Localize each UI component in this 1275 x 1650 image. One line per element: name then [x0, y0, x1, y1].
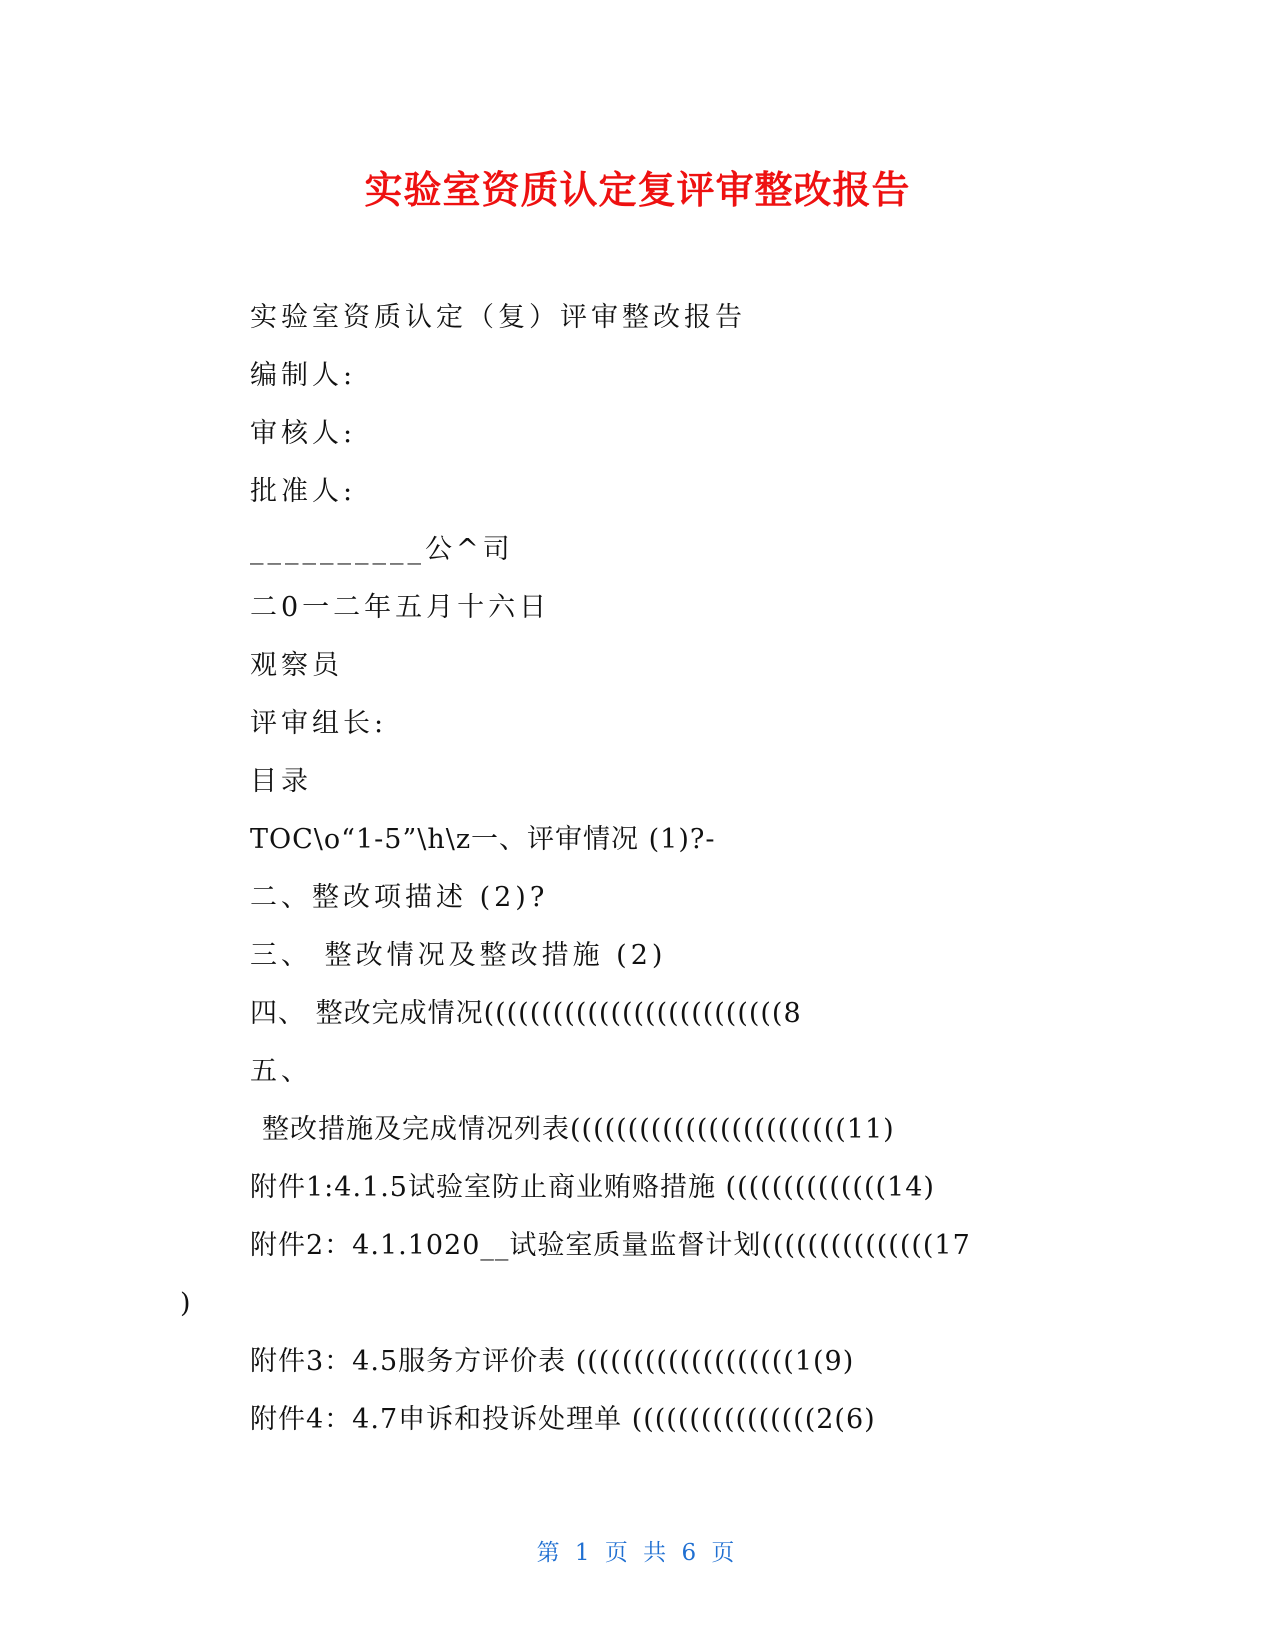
observer-field: 观察员	[250, 650, 343, 681]
team-leader-field: 评审组长:	[250, 708, 388, 739]
report-subtitle: 实验室资质认定（复）评审整改报告	[250, 302, 746, 333]
document-title: 实验室资质认定复评审整改报告	[364, 168, 911, 212]
approver-field: 批准人:	[250, 476, 357, 507]
toc-appendix-2: 附件2：4.1.1020__试验室质量监督计划(((((((((((((((17	[250, 1230, 971, 1261]
toc-entry-4: 四、 整改完成情况((((((((((((((((((((((((((8	[250, 998, 802, 1029]
toc-appendix-3: 附件3：4.5服务方评价表 (((((((((((((((((((1(9)	[250, 1346, 855, 1377]
company-line: __________公^司	[250, 534, 514, 565]
toc-entry-3: 三、 整改情况及整改措施 (2)	[250, 940, 667, 971]
toc-appendix-2-wrap: )	[180, 1288, 195, 1319]
toc-entry-1: TOC\o“1-5”\h\z一、评审情况 (1)?-	[250, 824, 716, 855]
reviewer-field: 审核人:	[250, 418, 357, 449]
toc-appendix-1: 附件1:4.1.5试验室防止商业贿赂措施 ((((((((((((((14)	[250, 1172, 935, 1203]
date-line: 二0一二年五月十六日	[250, 592, 551, 623]
toc-entry-5-number: 五、	[250, 1056, 312, 1087]
author-field: 编制人:	[250, 360, 357, 391]
toc-appendix-4: 附件4：4.7申诉和投诉处理单 ((((((((((((((((2(6)	[250, 1404, 876, 1435]
toc-entry-5: 整改措施及完成情况列表((((((((((((((((((((((((11)	[262, 1114, 895, 1145]
page-number-footer: 第 1 页 共 6 页	[536, 1540, 739, 1566]
toc-heading: 目录	[250, 766, 312, 797]
toc-entry-2: 二、整改项描述 (2)?	[250, 882, 549, 913]
